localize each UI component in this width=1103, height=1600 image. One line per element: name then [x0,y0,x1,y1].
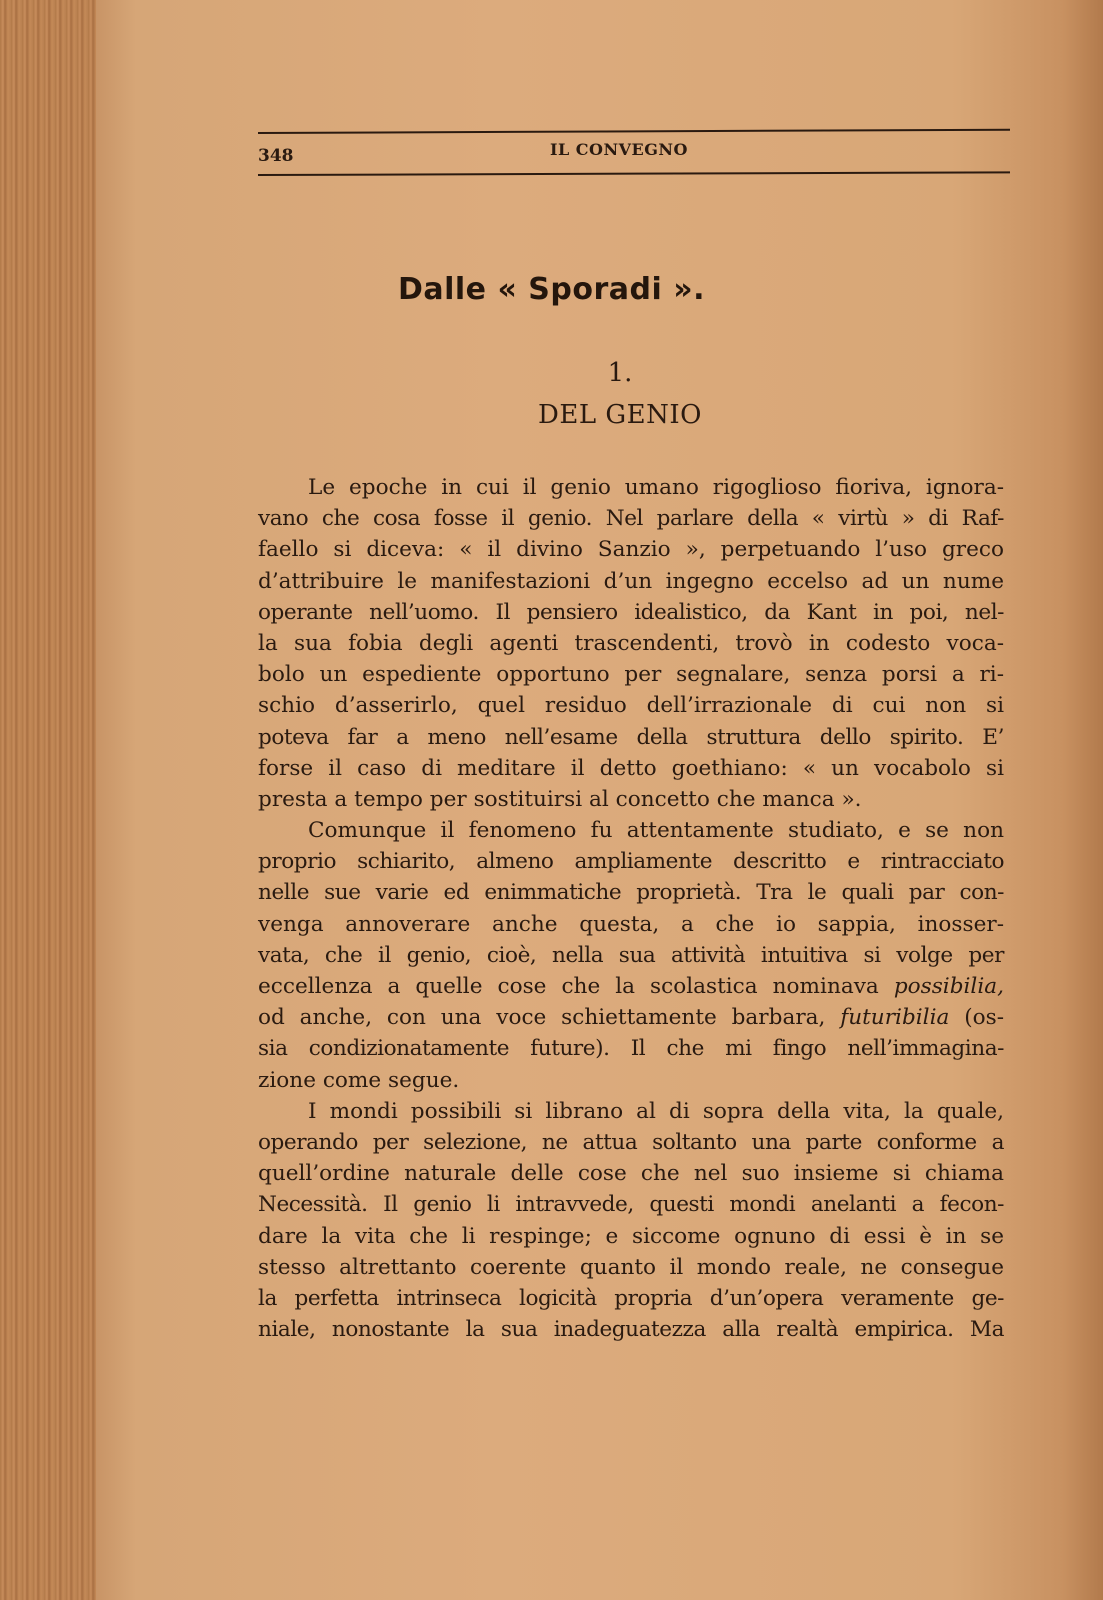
text-line: quell’ordine naturale delle cose che nel suo insieme si chiama [258,1161,1004,1187]
text-line: vano che cosa fosse il genio. Nel parlare della « virtù » di Raf- [258,506,1004,532]
text-fragment: (os- [949,1005,1005,1031]
text-line: I mondi possibili si librano al di sopra della vita, la quale, [308,1098,1004,1124]
running-head [258,118,1010,180]
text-fragment: eccellenza a quelle cose che la scolastica nominava [258,974,894,999]
text-line: forse il caso di meditare il detto goethiano: « un vocabolo si [258,755,1004,781]
text-line: vata, che il genio, cioè, nella sua attività intuitiva si volge per [258,942,1004,968]
text-line [258,971,1004,1002]
text-line: Necessità. Il genio li intravvede, questi mondi anelanti a fecon- [258,1192,1004,1218]
section-title: DEL GENIO [538,400,702,430]
text-line [258,1002,1004,1033]
text-line: Le epoche in cui il genio umano rigoglioso fioriva, ignora- [308,475,1004,500]
text-line: la sua fobia degli agenti trascendenti, trovò in codesto voca- [258,630,1004,656]
text-line: Comunque il fenomeno fu attentamente studiato, e se non [308,818,1004,844]
text-line: presta a tempo per sostituirsi al concetto che manca ». [258,786,862,812]
text-line: la perfetta intrinseca logicità propria d’un’opera veramente ge- [258,1285,1004,1311]
text-line: schio d’asserirlo, quel residuo dell’irrazionale di cui non si [258,693,1004,719]
header-rule-bottom [258,171,1010,176]
text-line: d’attribuire le manifestazioni d’un ingegno eccelso ad un nume [258,568,1004,594]
text-line: venga annoverare anche questa, a che io sappia, inosser- [258,911,1004,937]
italic-term: possibilia, [893,974,1004,999]
journal-name: IL CONVEGNO [550,140,688,159]
body-text [258,472,1004,1345]
text-line: sia condizionatamente future). Il che mi fingo nell’immagina- [258,1036,1004,1062]
text-line: faello si diceva: « il divino Sanzio », perpetuando l’uso greco [258,537,1004,563]
text-line: niale, nonostante la sua inadeguatezza alla realtà empirica. Ma [258,1317,1004,1343]
text-line: proprio schiarito, almeno ampliamente descritto e rintracciato [258,849,1004,875]
page-number: 348 [258,146,294,166]
italic-term: futuribilia [840,1005,950,1031]
book-page-edges [0,0,110,1600]
text-line: operando per selezione, ne attua soltanto una parte conforme a [258,1129,1004,1155]
article-title: Dalle « Sporadi ». [397,272,706,307]
section-number: 1. [607,358,633,388]
text-line: zione come segue. [258,1067,460,1093]
text-line: stesso altrettanto coerente quanto il mondo reale, ne consegue [258,1254,1004,1280]
text-line: operante nell’uomo. Il pensiero idealistico, da Kant in poi, nel- [258,599,1004,625]
text-line: nelle sue varie ed enimmatiche proprietà. Tra le quali par con- [258,880,1004,906]
text-line: poteva far a meno nell’esame della struttura dello spirito. E’ [258,724,1004,750]
text-line: dare la vita che li respinge; e siccome ognuno di essi è in se [258,1223,1004,1249]
header-rule-top [258,129,1010,134]
text-line: bolo un espediente opportuno per segnalare, senza porsi a ri- [258,662,1004,688]
text-fragment: od anche, con una voce schiettamente barbara, [258,1005,841,1031]
